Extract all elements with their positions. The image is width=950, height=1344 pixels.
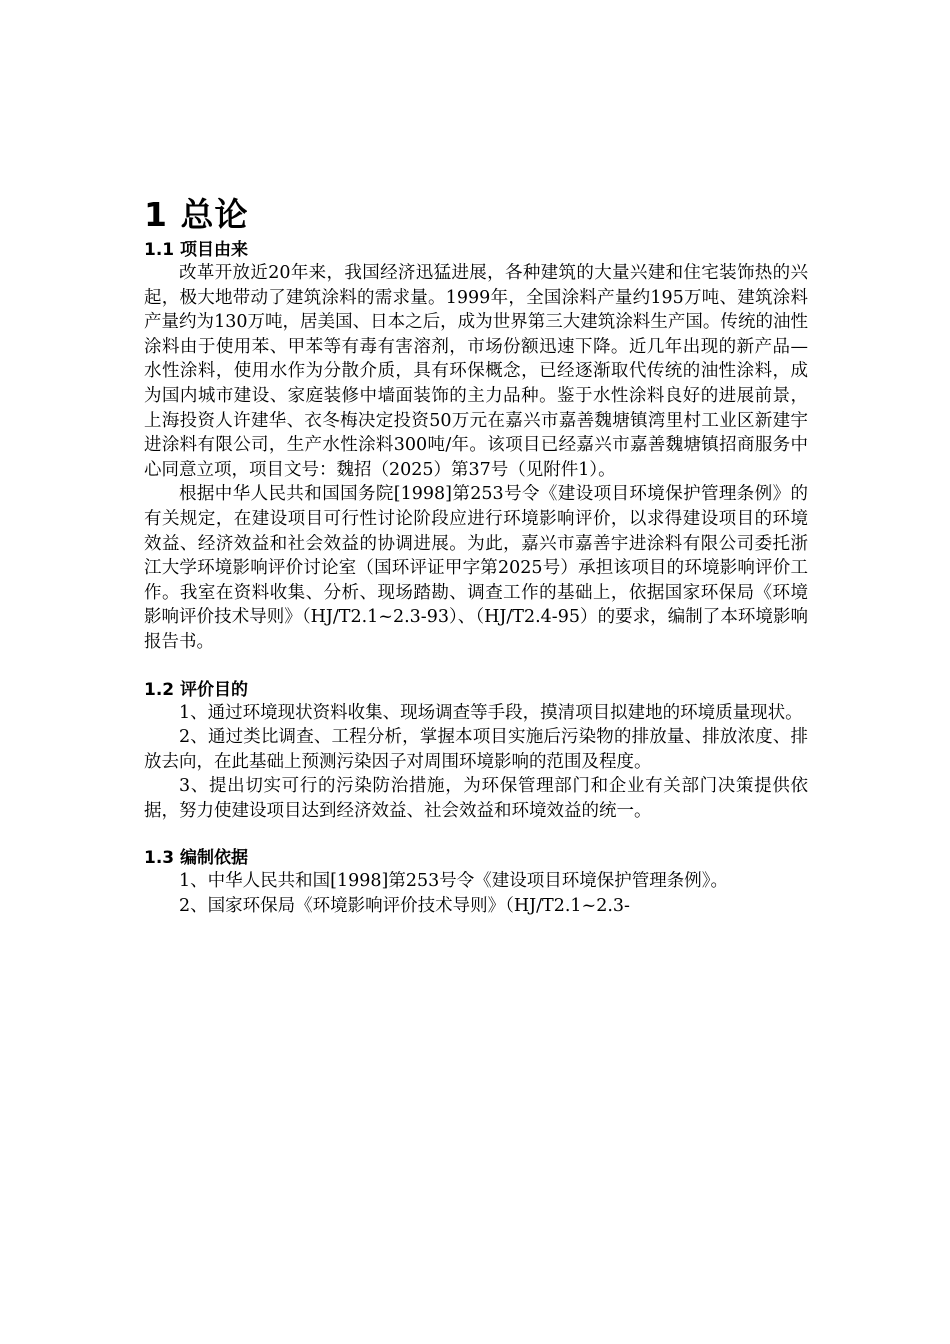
paragraph: 根据中华人民共和国国务院[1998]第253号令《建设项目环境保护管理条例》的有关规定，在建设项目可行性讨论阶段应进行环境影响评价，以求得建设项目的环境效益、经济效益和社会效益的协调进展。为此，嘉兴市嘉善宇进涂料有限公司委托浙江大学环境影响评价讨论室（国环评证甲字第2025号）承担该项目的环境影响评价工作。我室在资料收集、分析、现场踏勘、调查工作的基础上，依据国家环保局《环境影响评价技术导则》（HJ/T2.1~2.3-93）、（HJ/T2.4-95）的要求，编制了本环境影响报告书。 xyxy=(144,484,808,652)
list-item: 2、通过类比调查、工程分析，掌握本项目实施后污染物的排放量、排放浓度、排放去向，在此基础上预测污染因子对周围环境影响的范围及程度。 xyxy=(144,727,808,772)
document-page xyxy=(144,195,808,919)
section-heading-evaluation-purpose: 1.2 评价目的 xyxy=(144,679,249,700)
paragraph: 改革开放近20年来，我国经济迅猛进展，各种建筑的大量兴建和住宅装饰热的兴起，极大地带动了建筑涂料的需求量。1999年，全国涂料产量约195万吨、建筑涂料产量约为130万吨，居美国、日本之后，成为世界第三大建筑涂料生产国。传统的油性涂料由于使用苯、甲苯等有毒有害溶剂，市场份额迅速下降。近几年出现的新产品—水性涂料，使用水作为分散介质，具有环保概念，已经逐渐取代传统的油性涂料，成为国内城市建设、家庭装修中墙面装饰的主力品种。鉴于水性涂料良好的进展前景，上海投资人许建华、衣冬梅决定投资50万元在嘉兴市嘉善魏塘镇湾里村工业区新建宇进涂料有限公司，生产水性涂料300吨/年。该项目已经嘉兴市嘉善魏塘镇招商服务中心同意立项，项目文号：魏招（2025）第37号（见附件1）。 xyxy=(144,263,808,480)
list-item: 3、提出切实可行的污染防治措施，为环保管理部门和企业有关部门决策提供依据，努力使建设项目达到经济效益、社会效益和环境效益的统一。 xyxy=(144,776,808,821)
list-item: 1、通过环境现状资料收集、现场调查等手段，摸清项目拟建地的环境质量现状。 xyxy=(179,702,803,723)
section-heading-compilation-basis: 1.3 编制依据 xyxy=(144,848,249,869)
list-item: 1、中华人民共和国[1998]第253号令《建设项目环境保护管理条例》。 xyxy=(179,871,728,892)
chapter-title: 1 总论 xyxy=(144,195,249,234)
list-item: 2、国家环保局《环境影响评价技术导则》（HJ/T2.1~2.3- xyxy=(179,896,630,917)
section-heading-project-origin: 1.1 项目由来 xyxy=(144,240,249,260)
